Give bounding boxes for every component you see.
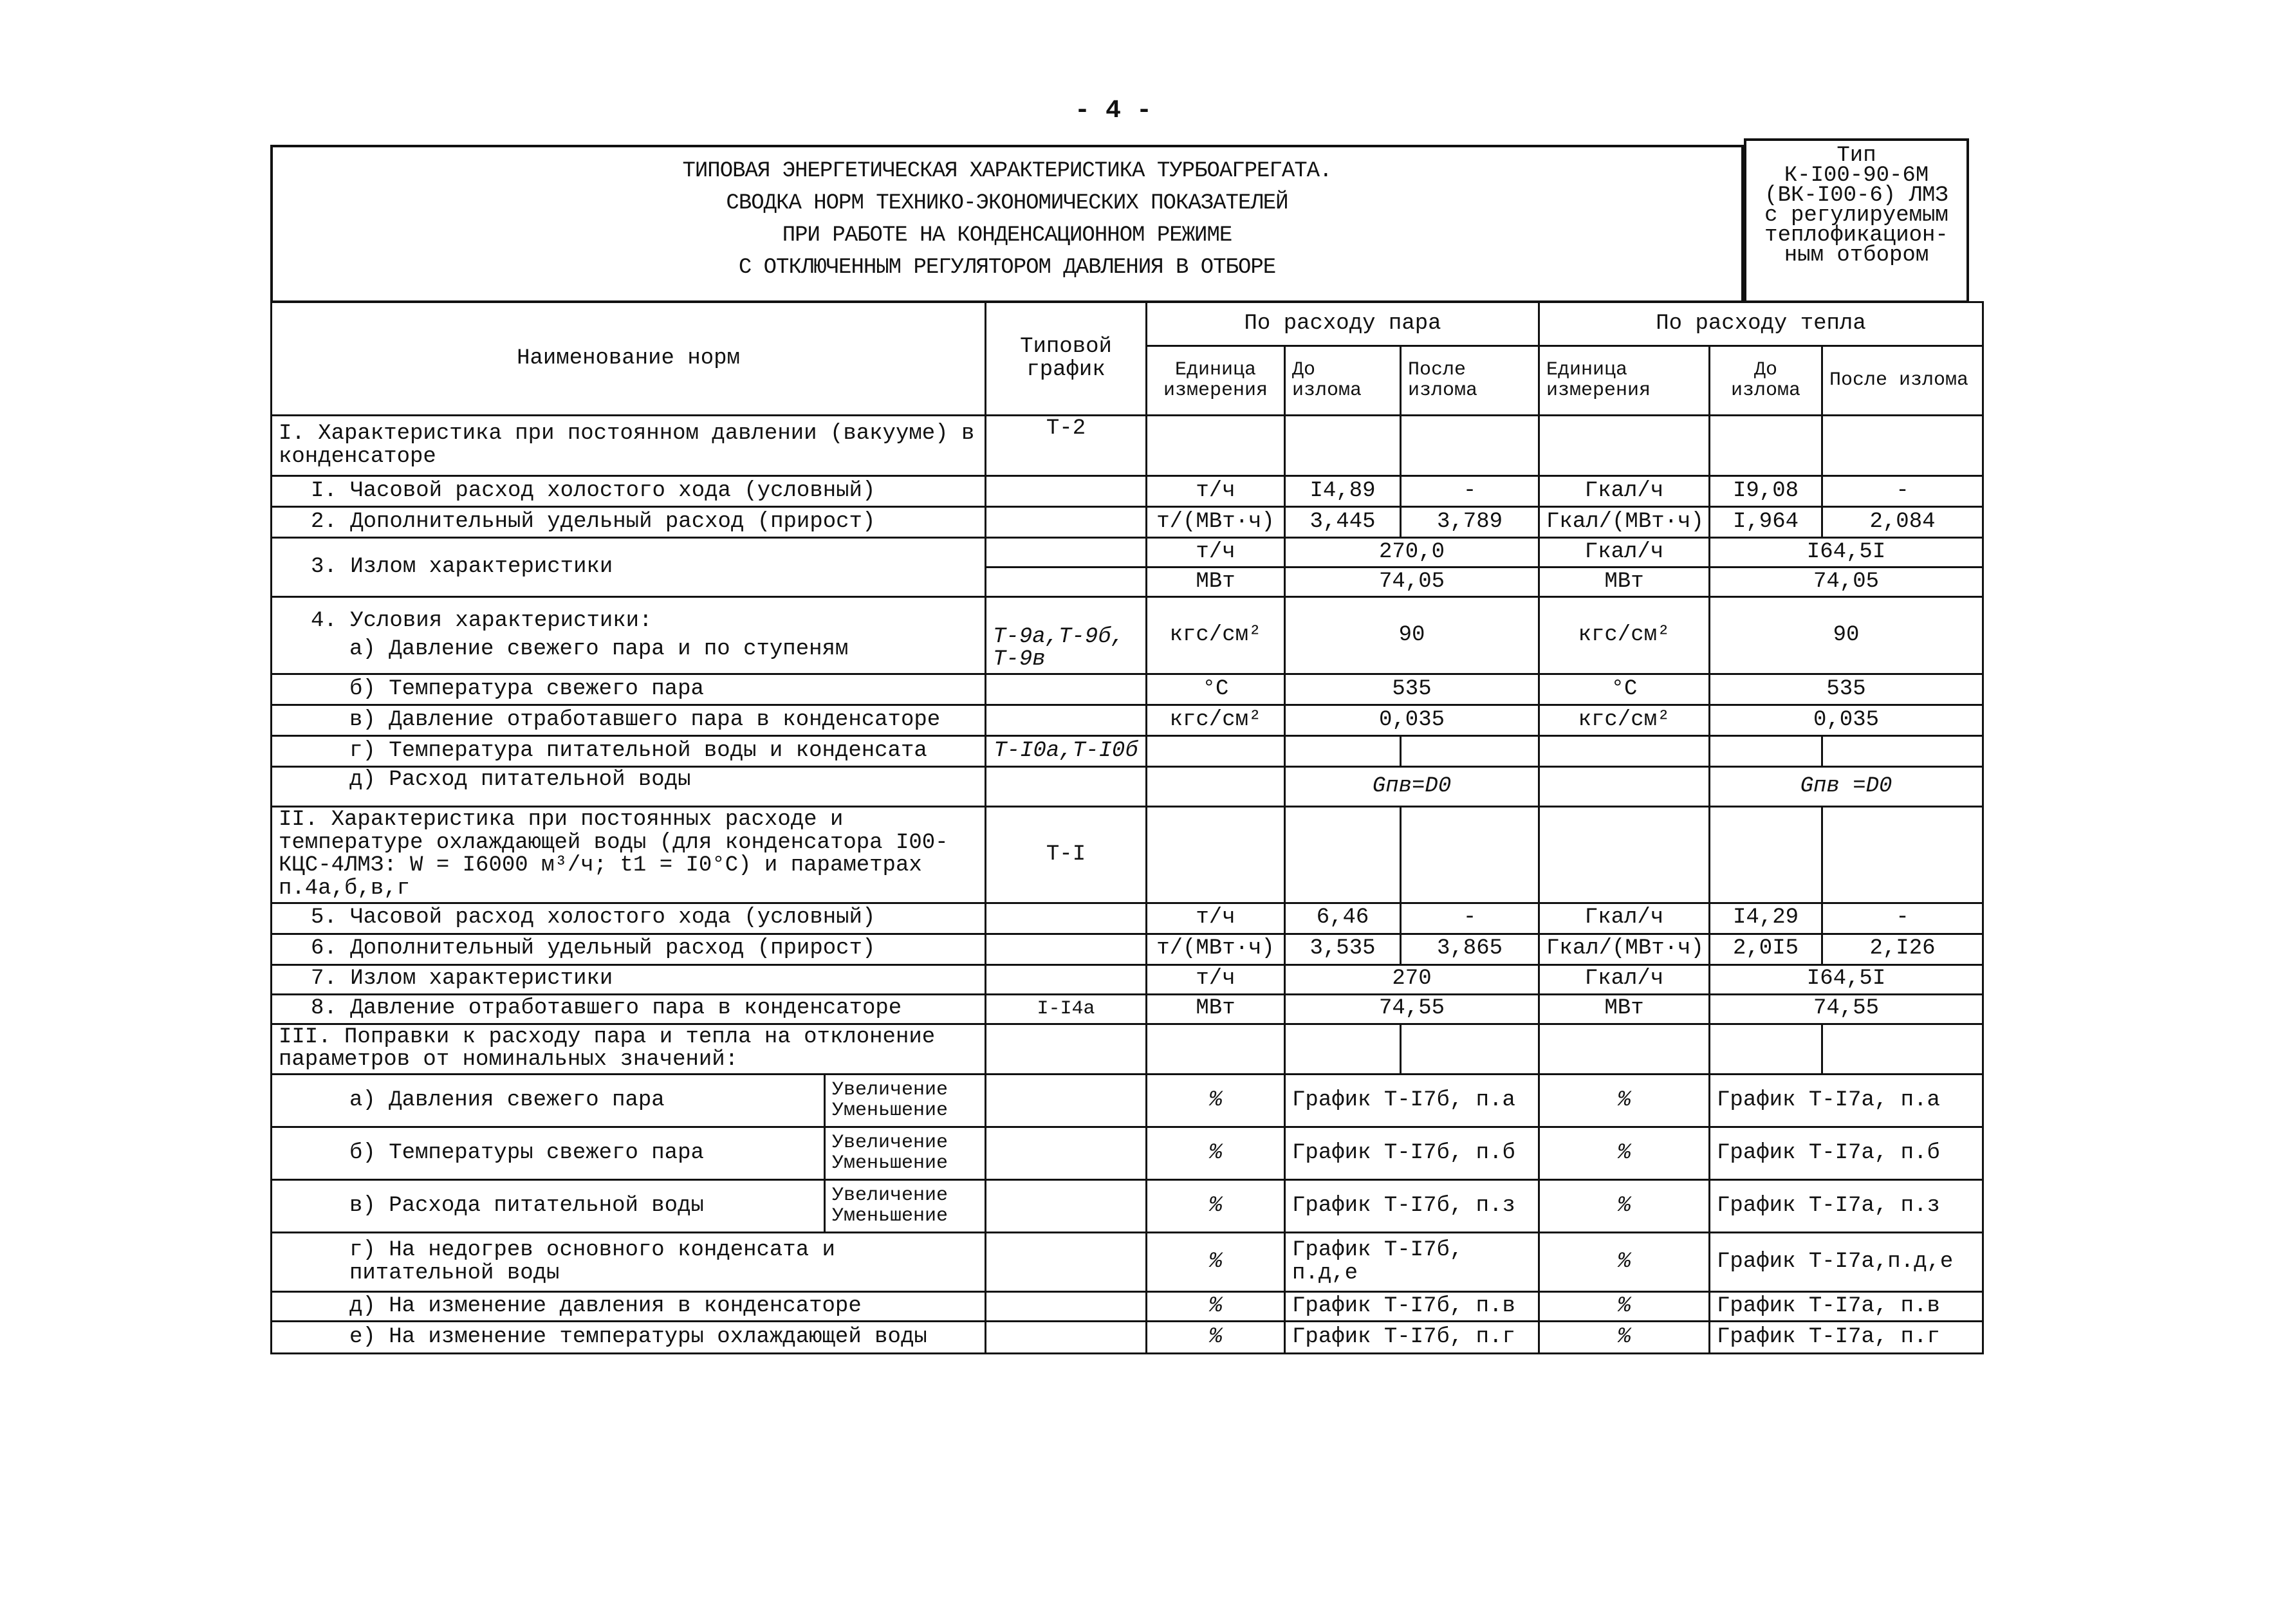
table-row [272, 903, 1983, 934]
table-row [272, 1127, 1983, 1180]
cell: % [1147, 1292, 1285, 1322]
cell: кгс/см² [1539, 597, 1710, 674]
title-line: ТИПОВАЯ ЭНЕРГЕТИЧЕСКАЯ ХАРАКТЕРИСТИКА ТУРБОАГРЕГАТА. [682, 159, 1332, 183]
section-1-title: I. Характеристика при постоянном давлении (вакууме) в конденсаторе [272, 416, 986, 476]
cell: Gпв =D0 [1710, 767, 1983, 807]
cell: I-I4а [986, 994, 1147, 1024]
cell: График Т-I7а, п.б [1710, 1127, 1983, 1180]
type-line: (ВК-I00-6) ЛМЗ [1764, 183, 1948, 208]
cell: I64,5I [1710, 964, 1983, 994]
table-row [272, 507, 1983, 538]
cell: Гкал/ч [1539, 538, 1710, 567]
table-row [272, 476, 1983, 507]
cell: - [1822, 476, 1983, 507]
section-1-graph: Т-2 [986, 416, 1147, 476]
cell: 270,0 [1285, 538, 1539, 567]
cell: °С [1147, 674, 1285, 705]
table-row [272, 1322, 1983, 1354]
cell: 535 [1710, 674, 1983, 705]
cell: 0,035 [1285, 705, 1539, 736]
cell: Увеличение Уменьшение [825, 1075, 986, 1127]
row-label: б) Температуры свежего пара [272, 1127, 825, 1180]
header-steam: По расходу пара [1147, 302, 1539, 346]
row-label: в) Давление отработавшего пара в конденсаторе [272, 705, 986, 736]
row-label: е) На изменение температуры охлаждающей воды [272, 1322, 986, 1354]
cell: - [1401, 476, 1539, 507]
section-2-graph: Т-I [986, 807, 1147, 903]
cell: I,964 [1710, 507, 1822, 538]
cell: 535 [1285, 674, 1539, 705]
cell: т/ч [1147, 476, 1285, 507]
row-label: а) Давления свежего пара [272, 1075, 825, 1127]
cell: График Т-I7а, п.г [1710, 1322, 1983, 1354]
cell: % [1539, 1180, 1710, 1233]
row-label: 8. Давление отработавшего пара в конденсаторе [272, 994, 986, 1024]
row-label: г) На недогрев основного конденсата и питательной воды [272, 1233, 986, 1292]
cell: 2,0I5 [1710, 934, 1822, 964]
cell: т/(МВт·ч) [1147, 934, 1285, 964]
cell: МВт [1147, 567, 1285, 597]
cell: 74,55 [1710, 994, 1983, 1024]
cell: % [1539, 1322, 1710, 1354]
table-row [272, 767, 1983, 807]
cell: I9,08 [1710, 476, 1822, 507]
title-line: СВОДКА НОРМ ТЕХНИКО-ЭКОНОМИЧЕСКИХ ПОКАЗАТЕЛЕЙ [726, 191, 1288, 216]
row-label: 5. Часовой расход холостого хода (условный) [272, 903, 986, 934]
cell: График Т-I7а, п.а [1710, 1075, 1983, 1127]
cell: 0,035 [1710, 705, 1983, 736]
row-label: в) Расхода питательной воды [272, 1180, 825, 1233]
cell: Гкал/ч [1539, 903, 1710, 934]
cell: % [1539, 1292, 1710, 1322]
cell: % [1539, 1075, 1710, 1127]
cell: °С [1539, 674, 1710, 705]
cell: Гкал/ч [1539, 964, 1710, 994]
table-row [272, 1292, 1983, 1322]
type-line: К-I00-90-6М [1784, 163, 1929, 188]
header-heat-after: После излома [1822, 346, 1983, 416]
title-line: ПРИ РАБОТЕ НА КОНДЕНСАЦИОННОМ РЕЖИМЕ [782, 223, 1232, 248]
header-heat-before: До излома [1710, 346, 1822, 416]
row-label: г) Температура питательной воды и конденсата [272, 736, 986, 767]
cell: - [1401, 903, 1539, 934]
row-label: б) Температура свежего пара [272, 674, 986, 705]
table-row [272, 1180, 1983, 1233]
cell: I4,89 [1285, 476, 1401, 507]
section-2-title: II. Характеристика при постоянных расходе и температуре охлаждающей воды (для конденсатора I00-КЦС-4ЛМЗ: W = I6000 м³/ч; t1 = I0°С) и параметрах п.4а,б,в,г [272, 807, 986, 903]
cell: График Т-I7б, п.д,е [1285, 1233, 1539, 1292]
norms-table [270, 301, 1984, 1354]
cell: Gпв=D0 [1285, 767, 1539, 807]
cell: График Т-I7а, п.з [1710, 1180, 1983, 1233]
cell: т/ч [1147, 903, 1285, 934]
cell: 2,I26 [1822, 934, 1983, 964]
cell: 90 [1710, 597, 1983, 674]
cell: Т-I0а,Т-I0б [986, 736, 1147, 767]
page-number: - 4 - [1074, 97, 1152, 125]
turbine-type-box [1744, 138, 1969, 303]
cell: График Т-I7б, п.в [1285, 1292, 1539, 1322]
cell: МВт [1539, 994, 1710, 1024]
cell: 2,084 [1822, 507, 1983, 538]
cell: I4,29 [1710, 903, 1822, 934]
cell: % [1147, 1127, 1285, 1180]
row-label [272, 597, 986, 674]
cell: График Т-I7б, п.б [1285, 1127, 1539, 1180]
cell: % [1147, 1233, 1285, 1292]
cell: Гкал/ч [1539, 476, 1710, 507]
header-graph: Типовой график [986, 302, 1147, 416]
cell: % [1147, 1075, 1285, 1127]
row-label: 6. Дополнительный удельный расход (прирост) [272, 934, 986, 964]
header-heat: По расходу тепла [1539, 302, 1983, 346]
cell: т/ч [1147, 964, 1285, 994]
cell: 3,445 [1285, 507, 1401, 538]
header-steam-before: До излома [1285, 346, 1401, 416]
type-line: ным отбором [1784, 243, 1929, 268]
cell: МВт [1539, 567, 1710, 597]
table-row [272, 705, 1983, 736]
header-steam-after: После излома [1401, 346, 1539, 416]
cell: % [1539, 1233, 1710, 1292]
cell: Увеличение Уменьшение [825, 1127, 986, 1180]
cell: кгс/см² [1147, 705, 1285, 736]
cell: I64,5I [1710, 538, 1983, 567]
cell: 3,789 [1401, 507, 1539, 538]
cell: 3,535 [1285, 934, 1401, 964]
cell: % [1147, 1322, 1285, 1354]
cell: 6,46 [1285, 903, 1401, 934]
section-3-title: III. Поправки к расходу пара и тепла на отклонение параметров от номинальных значений: [272, 1024, 986, 1074]
row-label: 2. Дополнительный удельный расход (прирост) [272, 507, 986, 538]
cell: 74,55 [1285, 994, 1539, 1024]
row-label: д) На изменение давления в конденсаторе [272, 1292, 986, 1322]
table-row [272, 538, 1983, 567]
table-row [272, 674, 1983, 705]
cell: 74,05 [1710, 567, 1983, 597]
type-line: с регулируемым [1764, 203, 1948, 228]
cell: т/(МВт·ч) [1147, 507, 1285, 538]
cell: - [1822, 903, 1983, 934]
cell: МВт [1147, 994, 1285, 1024]
row-label: д) Расход питательной воды [272, 767, 986, 807]
cell: 90 [1285, 597, 1539, 674]
conditions-heading: 4. Условия характеристики: [311, 608, 652, 633]
table-row [272, 1075, 1983, 1127]
header-heat-unit: Единица измерения [1539, 346, 1710, 416]
cell: График Т-I7б, п.г [1285, 1322, 1539, 1354]
table-row [272, 736, 1983, 767]
cell: % [1539, 1127, 1710, 1180]
cell: График Т-I7б, п.а [1285, 1075, 1539, 1127]
cell: 270 [1285, 964, 1539, 994]
cell: кгс/см² [1147, 597, 1285, 674]
type-line: Тип [1837, 143, 1876, 168]
row-label: 3. Излом характеристики [272, 538, 986, 597]
cell: Увеличение Уменьшение [825, 1180, 986, 1233]
cell: 3,865 [1401, 934, 1539, 964]
conditions-a: а) Давление свежего пара и по ступеням [349, 636, 849, 661]
cell: % [1147, 1180, 1285, 1233]
row-label: I. Часовой расход холостого хода (условный) [272, 476, 986, 507]
cell: кгс/см² [1539, 705, 1710, 736]
table-row [272, 964, 1983, 994]
cell: Т-9а,Т-9б, Т-9в [986, 597, 1147, 674]
cell: График Т-I7а,п.д,е [1710, 1233, 1983, 1292]
document-title-box [270, 145, 1744, 303]
cell: 74,05 [1285, 567, 1539, 597]
table-row [272, 1233, 1983, 1292]
cell: График Т-I7а, п.в [1710, 1292, 1983, 1322]
cell: Гкал/(МВт·ч) [1539, 934, 1710, 964]
table-row [272, 994, 1983, 1024]
table-row [272, 934, 1983, 964]
type-line: теплофикацион- [1764, 223, 1948, 248]
cell: Гкал/(МВт·ч) [1539, 507, 1710, 538]
row-label: 7. Излом характеристики [272, 964, 986, 994]
cell: т/ч [1147, 538, 1285, 567]
header-steam-unit: Единица измерения [1147, 346, 1285, 416]
cell: График Т-I7б, п.з [1285, 1180, 1539, 1233]
title-line: С ОТКЛЮЧЕННЫМ РЕГУЛЯТОРОМ ДАВЛЕНИЯ В ОТБОРЕ [738, 255, 1276, 280]
table-row [272, 597, 1983, 674]
header-norm-name: Наименование норм [272, 302, 986, 416]
